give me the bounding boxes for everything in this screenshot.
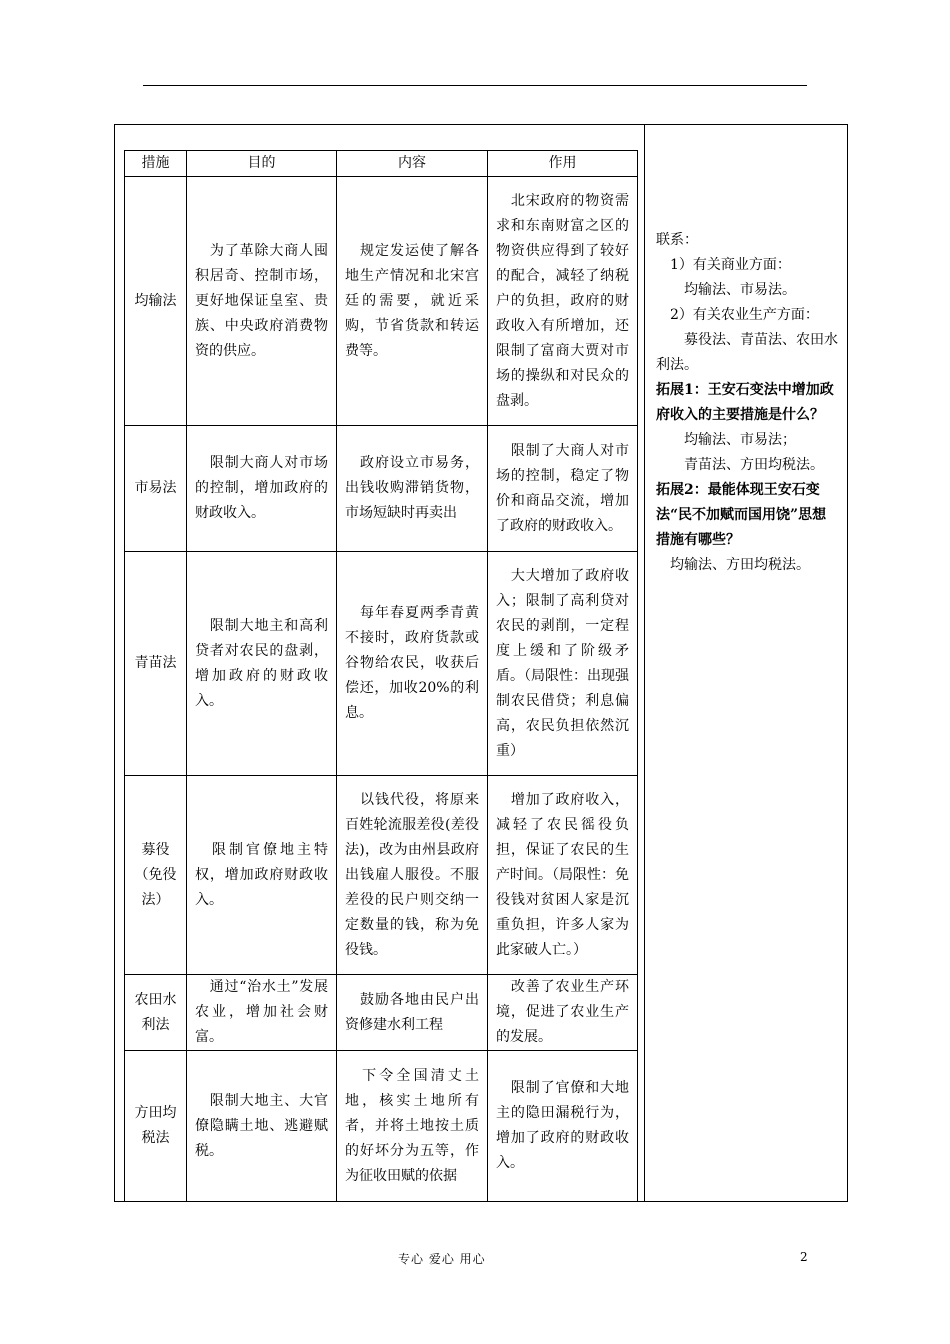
measure-effect: 北宋政府的物资需求和东南财富之区的物资供应得到了较好的配合，减轻了纳税户的负担，政府的财政收入有所增加，还限制了富商大贾对市场的操纵和对民众的盘剥。 — [488, 177, 638, 426]
extension-question-2: 拓展2：最能体现王安石变法“民不加赋而国用饶”思想措施有哪些？ — [656, 482, 827, 548]
measure-name: 农田水利法 — [125, 975, 187, 1051]
note-line: 联系： — [656, 232, 698, 248]
note-line: 1）有关商业方面： — [656, 257, 791, 273]
measure-name: 青苗法 — [125, 552, 187, 776]
measure-content: 下令全国清丈土地，核实土地所有者，并将土地按土质的好坏分为五等，作为征收田赋的依据 — [337, 1051, 488, 1202]
note-line: 均输法、市易法。 — [656, 282, 796, 298]
measure-effect: 大大增加了政府收入；限制了高利贷对农民的剥削，一定程度上缓和了阶级矛盾。（局限性：出现强制农民借贷；利息偏高，农民负担依然沉重） — [488, 552, 638, 776]
reform-table — [124, 150, 638, 1202]
measure-purpose: 限制大地主、大官僚隐瞒土地、逃避赋税。 — [187, 1051, 337, 1202]
measure-content: 政府设立市易务，出钱收购滞销货物，市场短缺时再卖出 — [337, 426, 488, 552]
table-row — [125, 552, 638, 776]
header-measure: 措施 — [125, 151, 187, 177]
measure-effect: 增加了政府收入，减轻了农民徭役负担，保证了农民的生产时间。（局限性：免役钱对贫困人家是沉重负担，许多人家为此家破人亡。） — [488, 776, 638, 975]
table-row — [125, 776, 638, 975]
table-header-row — [125, 151, 638, 177]
measure-content: 每年春夏两季青黄不接时，政府货款或谷物给农民，收获后偿还，加收20%的利息。 — [337, 552, 488, 776]
header-effect: 作用 — [488, 151, 638, 177]
note-line: 2）有关农业生产方面： — [656, 307, 819, 323]
measure-name: 方田均税法 — [125, 1051, 187, 1202]
measure-content: 鼓励各地由民户出资修建水利工程 — [337, 975, 488, 1051]
table-row — [125, 1051, 638, 1202]
measure-effect: 改善了农业生产环境，促进了农业生产的发展。 — [488, 975, 638, 1051]
note-line: 均输法、市易法； — [656, 432, 796, 448]
measure-purpose: 限制官僚地主特权，增加政府财政收入。 — [187, 776, 337, 975]
header-rule — [143, 85, 807, 86]
table-row — [125, 975, 638, 1051]
measure-purpose: 限制大地主和高利贷者对农民的盘剥，增加政府的财政收入。 — [187, 552, 337, 776]
measure-effect: 限制了大商人对市场的控制，稳定了物价和商品交流，增加了政府的财政收入。 — [488, 426, 638, 552]
note-line: 募役法、青苗法、农田水利法。 — [656, 332, 838, 373]
side-notes — [656, 228, 840, 578]
note-line: 青苗法、方田均税法。 — [656, 457, 824, 473]
measure-effect: 限制了官僚和大地主的隐田漏税行为，增加了政府的财政收入。 — [488, 1051, 638, 1202]
measure-content: 规定发运使了解各地生产情况和北宋宫廷的需要，就近采购，节省货款和转运费等。 — [337, 177, 488, 426]
note-line: 均输法、方田均税法。 — [656, 557, 810, 573]
extension-question-1: 拓展1：王安石变法中增加政府收入的主要措施是什么？ — [656, 382, 834, 423]
measure-purpose: 通过“治水土”发展农业，增加社会财富。 — [187, 975, 337, 1051]
footer-motto: 专心 爱心 用心 — [398, 1252, 486, 1266]
measure-purpose: 限制大商人对市场的控制，增加政府的财政收入。 — [187, 426, 337, 552]
measure-name: 募役（免役法） — [125, 776, 187, 975]
table-row — [125, 426, 638, 552]
measure-name: 均输法 — [125, 177, 187, 426]
header-purpose: 目的 — [187, 151, 337, 177]
measure-content: 以钱代役，将原来百姓轮流服差役(差役法)，改为由州县政府出钱雇人服役。不服差役的民户则交纳一定数量的钱，称为免役钱。 — [337, 776, 488, 975]
measure-name: 市易法 — [125, 426, 187, 552]
header-content: 内容 — [337, 151, 488, 177]
table-row — [125, 177, 638, 426]
column-divider — [644, 124, 645, 1202]
measure-purpose: 为了革除大商人囤积居奇、控制市场，更好地保证皇室、贵族、中央政府消费物资的供应。 — [187, 177, 337, 426]
page-number: 2 — [800, 1250, 808, 1264]
